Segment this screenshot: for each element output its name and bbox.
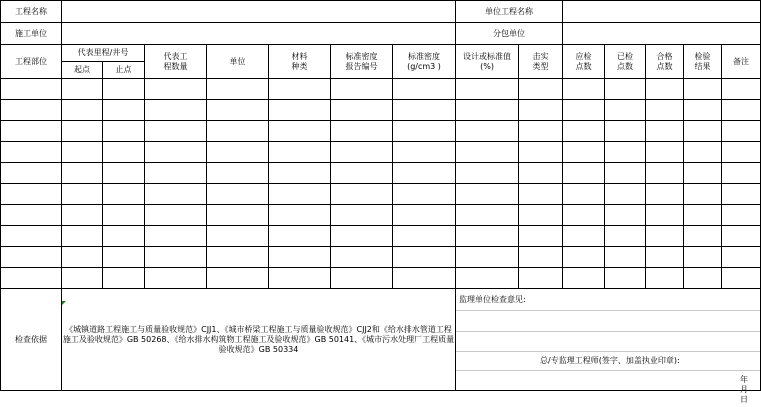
table-cell[interactable] [103,163,145,184]
basis-label: 检查依据 [1,289,62,391]
table-cell[interactable] [1,121,62,142]
table-cell[interactable] [145,226,207,247]
table-cell[interactable] [684,163,722,184]
table-cell[interactable] [393,205,456,226]
table-cell[interactable] [605,184,646,205]
table-cell[interactable] [519,247,563,268]
col-design-header: 设计或标准值 (%) [456,45,519,79]
table-cell[interactable] [519,184,563,205]
table-cell[interactable] [519,226,563,247]
table-cell[interactable] [605,121,646,142]
table-cell[interactable] [331,100,393,121]
unit-project-value[interactable] [563,1,761,23]
table-cell[interactable] [62,247,103,268]
table-cell[interactable] [456,163,519,184]
table-cell[interactable] [269,163,331,184]
col-report-header: 标准密度 报告编号 [331,45,393,79]
table-cell[interactable] [145,79,207,100]
table-cell[interactable] [605,142,646,163]
table-cell[interactable] [1,226,62,247]
table-cell[interactable] [103,100,145,121]
table-cell[interactable] [563,247,605,268]
table-cell[interactable] [456,247,519,268]
supervision-opinion-title: 监理单位检查意见: [459,295,526,304]
table-cell[interactable] [563,79,605,100]
table-cell[interactable] [722,247,761,268]
table-cell[interactable] [207,163,269,184]
col-density-header: 标准密度 (g/cm3 ) [393,45,456,79]
table-cell[interactable] [145,184,207,205]
table-cell[interactable] [1,184,62,205]
table-cell[interactable] [563,142,605,163]
table-row [1,205,761,226]
table-cell[interactable] [62,121,103,142]
table-cell[interactable] [62,184,103,205]
table-cell[interactable] [519,100,563,121]
table-cell[interactable] [207,142,269,163]
table-cell[interactable] [684,184,722,205]
table-cell[interactable] [605,100,646,121]
table-cell[interactable] [103,121,145,142]
table-cell[interactable] [207,226,269,247]
table-cell[interactable] [563,205,605,226]
table-cell[interactable] [646,142,684,163]
table-cell[interactable] [646,79,684,100]
table-cell[interactable] [563,184,605,205]
table-cell[interactable] [1,79,62,100]
table-cell[interactable] [563,121,605,142]
basis-text: 《城镇道路工程施工与质量验收规范》CJJ1、《城市桥梁工程施工与质量验收规范》CJJ2和《给水排水管道工程施工及验收规范》GB 50268、《给水排水构筑物工程施工及验收规范》GB 50141、《城市污水处理厂工程质量验收规范》GB 50334 [62,289,456,391]
col-material-header: 材料 种类 [269,45,331,79]
table-cell[interactable] [519,268,563,289]
table-cell[interactable] [1,142,62,163]
table-cell[interactable] [722,184,761,205]
table-cell[interactable] [646,121,684,142]
table-cell[interactable] [62,163,103,184]
table-cell[interactable] [393,184,456,205]
table-cell[interactable] [393,79,456,100]
subcontract-unit-label: 分包单位 [456,23,563,45]
table-cell[interactable] [563,268,605,289]
table-cell[interactable] [103,184,145,205]
table-cell[interactable] [145,247,207,268]
table-cell[interactable] [269,79,331,100]
table-cell[interactable] [1,268,62,289]
table-cell[interactable] [269,247,331,268]
col-end-header: 止点 [103,62,145,79]
table-row [1,247,761,268]
col-unit-header: 单位 [207,45,269,79]
table-cell[interactable] [331,268,393,289]
table-cell[interactable] [519,205,563,226]
signature-date-label: 年 月 日 [740,375,750,404]
supervision-opinion-cell[interactable] [456,289,761,404]
table-cell[interactable] [393,247,456,268]
column-header-row-1 [1,45,761,62]
table-cell[interactable] [62,79,103,100]
table-cell[interactable] [269,100,331,121]
table-cell[interactable] [331,121,393,142]
table-cell[interactable] [393,226,456,247]
table-cell[interactable] [722,142,761,163]
construction-unit-row [1,23,761,45]
col-result-header: 检验 结果 [684,45,722,79]
table-cell[interactable] [103,226,145,247]
table-cell[interactable] [62,100,103,121]
guide-line [456,310,760,311]
table-cell[interactable] [145,100,207,121]
table-cell[interactable] [519,121,563,142]
col-passed-header: 合格 点数 [646,45,684,79]
project-name-row [1,1,761,23]
table-cell[interactable] [605,268,646,289]
table-cell[interactable] [519,79,563,100]
table-cell[interactable] [331,142,393,163]
table-cell[interactable] [1,247,62,268]
table-cell[interactable] [684,100,722,121]
basis-row [1,289,761,391]
table-cell[interactable] [269,226,331,247]
table-cell[interactable] [646,184,684,205]
table-cell[interactable] [269,184,331,205]
table-row [1,79,761,100]
table-cell[interactable] [207,100,269,121]
table-cell[interactable] [269,268,331,289]
table-cell[interactable] [519,142,563,163]
table-cell[interactable] [62,226,103,247]
table-cell[interactable] [269,121,331,142]
table-cell[interactable] [722,205,761,226]
table-cell[interactable] [145,163,207,184]
table-cell[interactable] [207,121,269,142]
table-cell[interactable] [62,205,103,226]
table-cell[interactable] [103,247,145,268]
table-cell[interactable] [145,268,207,289]
table-cell[interactable] [563,100,605,121]
table-cell[interactable] [646,205,684,226]
guide-line [456,370,760,371]
table-cell[interactable] [207,79,269,100]
table-cell[interactable] [722,163,761,184]
table-cell[interactable] [722,268,761,289]
table-cell[interactable] [393,121,456,142]
table-cell[interactable] [684,247,722,268]
table-cell[interactable] [1,163,62,184]
table-cell[interactable] [684,121,722,142]
table-cell[interactable] [269,142,331,163]
table-cell[interactable] [684,79,722,100]
table-cell[interactable] [331,163,393,184]
table-cell[interactable] [605,163,646,184]
col-remarks-header: 备注 [722,45,761,79]
table-cell[interactable] [722,226,761,247]
table-cell[interactable] [456,100,519,121]
table-cell[interactable] [456,205,519,226]
table-cell[interactable] [207,205,269,226]
table-cell[interactable] [62,268,103,289]
table-cell[interactable] [331,79,393,100]
table-cell[interactable] [563,163,605,184]
table-cell[interactable] [331,226,393,247]
table-cell[interactable] [722,79,761,100]
table-cell[interactable] [145,121,207,142]
table-cell[interactable] [393,142,456,163]
col-should-check-header: 应检 点数 [563,45,605,79]
table-cell[interactable] [456,268,519,289]
table-cell[interactable] [456,79,519,100]
table-cell[interactable] [207,184,269,205]
table-cell[interactable] [103,142,145,163]
table-cell[interactable] [684,142,722,163]
construction-unit-value[interactable] [62,23,456,45]
table-cell[interactable] [145,205,207,226]
table-row [1,142,761,163]
project-name-label: 工程名称 [1,1,62,23]
table-cell[interactable] [684,226,722,247]
table-cell[interactable] [722,100,761,121]
table-cell[interactable] [1,205,62,226]
table-cell[interactable] [207,268,269,289]
col-compaction-header: 击实 类型 [519,45,563,79]
table-cell[interactable] [646,163,684,184]
table-cell[interactable] [269,205,331,226]
table-cell[interactable] [519,163,563,184]
table-cell[interactable] [456,226,519,247]
table-cell[interactable] [646,268,684,289]
table-cell[interactable] [103,79,145,100]
table-cell[interactable] [207,247,269,268]
subcontract-unit-value[interactable] [563,23,761,45]
table-cell[interactable] [456,142,519,163]
construction-unit-label: 施工单位 [1,23,62,45]
table-row [1,226,761,247]
table-cell[interactable] [605,226,646,247]
table-cell[interactable] [103,268,145,289]
supervision-opinion-box [456,289,760,404]
table-row [1,184,761,205]
supervising-engineer-signature-label: 总/专监理工程师(签字、加盖执业印章): [540,356,680,365]
table-cell[interactable] [393,163,456,184]
table-cell[interactable] [684,205,722,226]
table-cell[interactable] [684,268,722,289]
table-cell[interactable] [563,226,605,247]
table-row [1,268,761,289]
table-cell[interactable] [145,142,207,163]
guide-line [456,331,760,332]
table-cell[interactable] [605,247,646,268]
table-cell[interactable] [722,121,761,142]
col-start-header: 起点 [62,62,103,79]
table-cell[interactable] [103,205,145,226]
col-checked-header: 已检 点数 [605,45,646,79]
table-cell[interactable] [456,121,519,142]
table-cell[interactable] [393,100,456,121]
table-cell[interactable] [331,247,393,268]
table-cell[interactable] [331,184,393,205]
table-cell[interactable] [646,226,684,247]
guide-line [456,351,760,352]
table-cell[interactable] [646,247,684,268]
table-cell[interactable] [62,142,103,163]
table-cell[interactable] [605,79,646,100]
col-quantity-header: 代表工 程数量 [145,45,207,79]
table-cell[interactable] [605,205,646,226]
table-cell[interactable] [331,205,393,226]
table-row [1,163,761,184]
cell-comment-marker [62,301,66,305]
project-name-value[interactable] [62,1,456,23]
col-location-header: 工程部位 [1,45,62,79]
unit-project-label: 单位工程名称 [456,1,563,23]
table-cell[interactable] [393,268,456,289]
col-mileage-header: 代表里程/井号 [62,45,145,62]
table-row [1,121,761,142]
table-cell[interactable] [1,100,62,121]
data-rows [1,79,761,289]
table-cell[interactable] [456,184,519,205]
table-row [1,100,761,121]
table-cell[interactable] [646,100,684,121]
